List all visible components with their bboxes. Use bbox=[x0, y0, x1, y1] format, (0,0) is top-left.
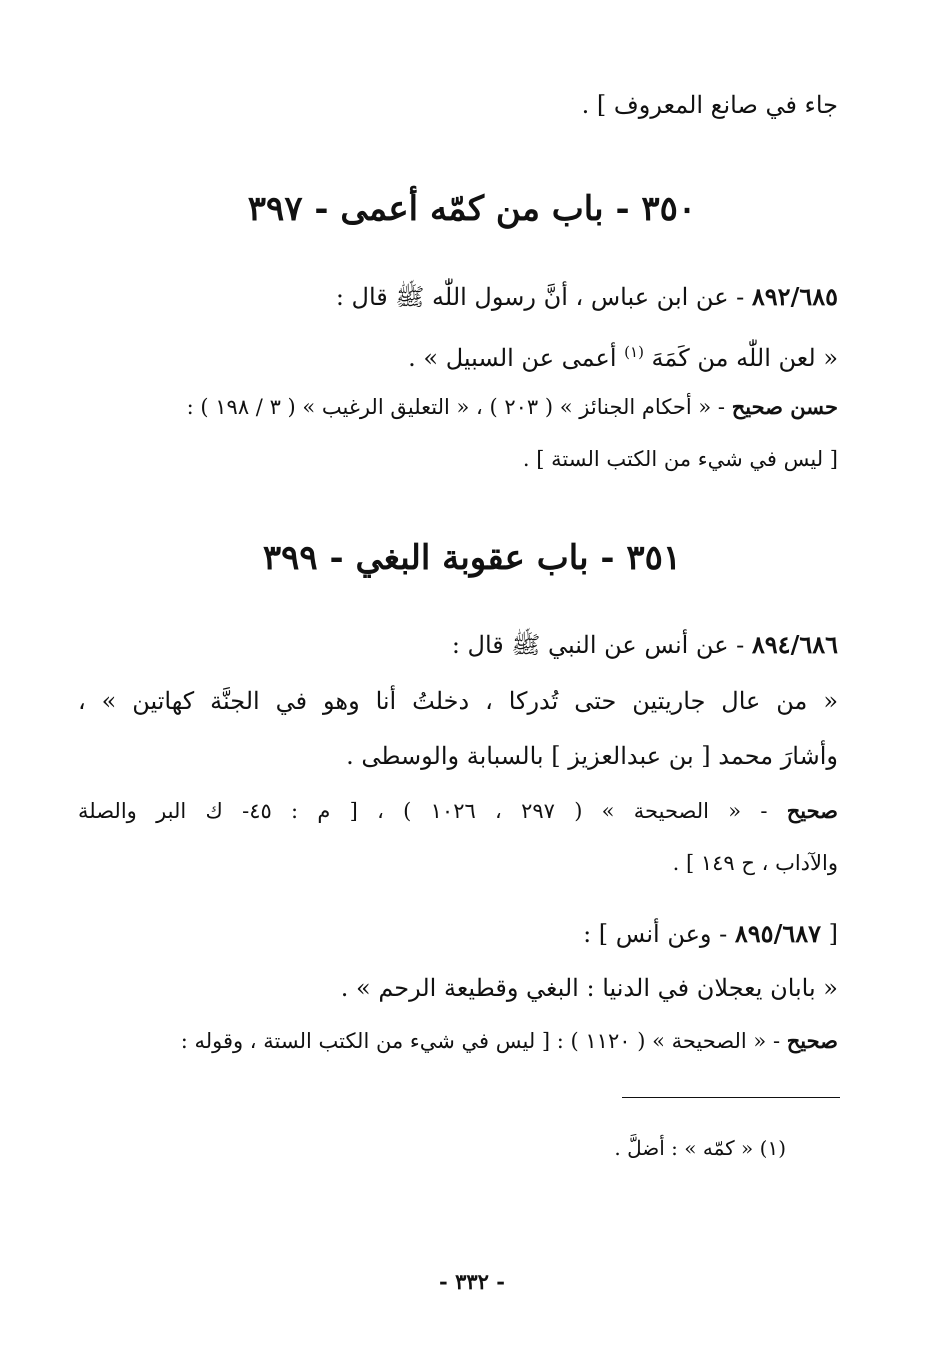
footnote-reference: (١) bbox=[624, 343, 644, 361]
continuation-text bbox=[582, 88, 838, 122]
hadith-isnad: - عن أنس عن النبي ﷺ قال : bbox=[451, 631, 752, 659]
open-bracket: [ bbox=[821, 920, 838, 948]
page-number: - ٣٣٢ - bbox=[439, 1269, 505, 1294]
hadith-686-matn-line1: « من عال جاريتين حتى تُدركا ، دخلتُ أنا وهو في الجنَّة كهاتين » ، bbox=[78, 687, 838, 715]
footnote-1 bbox=[614, 1133, 786, 1163]
hadith-687-opening bbox=[583, 917, 838, 951]
hadith-686-grade-line bbox=[78, 794, 838, 828]
hadith-takhrij: - « الصحيحة » ( ١١٢٠ ) : [ ليس في شيء من الكتب الستة ، وقوله : bbox=[180, 1029, 787, 1053]
matn-text: « لعن اللّٰه من كَمَهَ bbox=[643, 344, 838, 372]
hadith-number: ٨٩٤/٦٨٦ bbox=[751, 630, 838, 659]
hadith-grade: صحيح bbox=[786, 1028, 838, 1053]
hadith-number: ٨٩٥/٦٨٧ bbox=[734, 919, 821, 948]
chapter-heading-350: ٣٥٠ - باب من كمّه أعمى - ٣٩٧ bbox=[247, 189, 697, 229]
hadith-685-grade-line bbox=[187, 390, 838, 424]
hadith-takhrij: - « الصحيحة » ( ٢٩٧ ، ١٠٢٦ ) ، [ م : ٤٥- ك البر والصلة bbox=[78, 799, 787, 823]
hadith-685-opening bbox=[336, 280, 838, 314]
footnote-separator bbox=[622, 1097, 840, 1098]
hadith-isnad: - وعن أنس ] : bbox=[583, 920, 735, 948]
hadith-685-note: [ ليس في شيء من الكتب الستة ] . bbox=[522, 447, 838, 471]
matn-text-continued: أعمى عن السبيل » . bbox=[408, 344, 625, 372]
chapter-heading-351: ٣٥١ - باب عقوبة البغي - ٣٩٩ bbox=[262, 538, 682, 578]
hadith-grade: صحيح bbox=[786, 798, 838, 823]
hadith-686-matn-line2: وأشارَ محمد [ بن عبدالعزيز ] بالسبابة والوسطى . bbox=[346, 742, 838, 770]
footnote-text: « كمّه » : أضلَّ . bbox=[614, 1136, 760, 1160]
hadith-686-takhrij-line2: والآداب ، ح ١٤٩ ] . bbox=[672, 851, 838, 875]
continuation-line: جاء في صانع المعروف ] . bbox=[581, 91, 838, 119]
footnote-marker: (١) bbox=[759, 1136, 786, 1160]
hadith-grade: حسن صحيح bbox=[731, 394, 838, 419]
hadith-takhrij: - « أحكام الجنائز » ( ٢٠٣ ) ، « التعليق الرغيب » ( ٣ / ١٩٨ ) : bbox=[186, 395, 732, 419]
hadith-685-matn bbox=[408, 335, 838, 375]
hadith-686-opening bbox=[452, 628, 838, 662]
hadith-isnad: - عن ابن عباس ، أنَّ رسول اللّٰه ﷺ قال : bbox=[335, 283, 752, 311]
hadith-687-grade-line bbox=[181, 1024, 838, 1058]
hadith-687-matn: « بابان يعجلان في الدنيا : البغي وقطيعة الرحم » . bbox=[340, 974, 838, 1002]
hadith-number: ٨٩٢/٦٨٥ bbox=[751, 282, 838, 311]
